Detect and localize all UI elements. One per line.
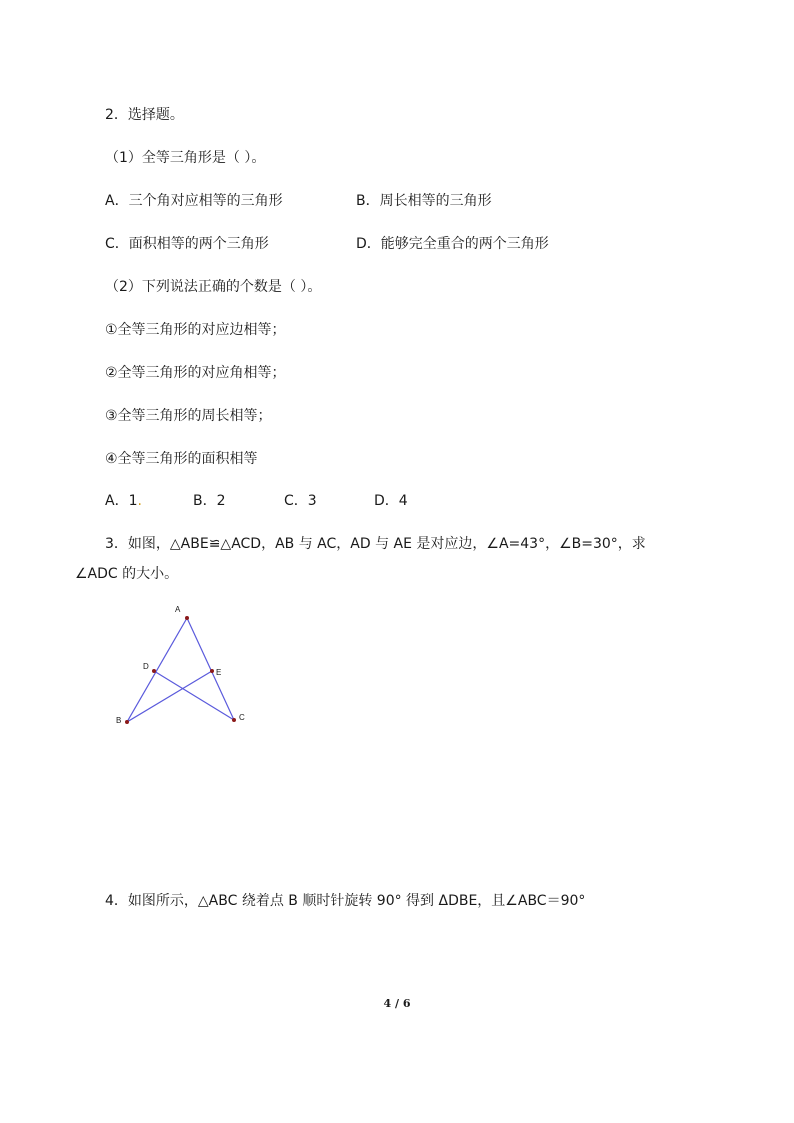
label-b: B — [116, 716, 122, 725]
statement-2: ②全等三角形的对应角相等； — [105, 365, 286, 381]
count-option-a — [105, 492, 142, 510]
question-2-1-stem: （1）全等三角形是（ ）。 — [105, 150, 266, 166]
segment-ab — [127, 618, 187, 722]
label-e: E — [216, 668, 222, 677]
statement-3: ③全等三角形的周长相等； — [105, 408, 272, 424]
option-a: A．三个角对应相等的三角形 — [105, 193, 283, 209]
count-option-b: B．2 — [193, 493, 226, 509]
option-b: B．周长相等的三角形 — [356, 193, 492, 209]
question-2-2-stem: （2）下列说法正确的个数是（ ）。 — [105, 279, 322, 295]
count-option-c: C．3 — [284, 493, 317, 509]
triangle-figure — [108, 598, 258, 730]
label-a: A — [175, 605, 181, 614]
point-c — [232, 718, 236, 722]
segment-cd — [154, 671, 234, 720]
page-number: 4 / 6 — [383, 997, 411, 1010]
statement-1: ①全等三角形的对应边相等； — [105, 322, 286, 338]
label-d: D — [143, 662, 149, 671]
option-d: D．能够完全重合的两个三角形 — [356, 236, 549, 252]
statement-4: ④全等三角形的面积相等 — [105, 451, 258, 467]
count-option-d: D．4 — [374, 493, 408, 509]
segment-ac — [187, 618, 234, 720]
point-b — [125, 720, 129, 724]
question-4-line-1: 4．如图所示，△ABC 绕着点 B 顺时针旋转 90° 得到 ΔDBE，且∠ABC＝90° — [105, 893, 586, 909]
count-option-a-mark: . — [137, 493, 142, 509]
question-3-line-2: ∠ADC 的大小。 — [75, 566, 179, 582]
question-3-line-1: 3．如图，△ABE≌△ACD，AB 与 AC，AD 与 AE 是对应边，∠A=43°，∠B=30°，求 — [105, 536, 646, 552]
option-c: C．面积相等的两个三角形 — [105, 236, 269, 252]
question-2-title: 2．选择题。 — [105, 107, 184, 123]
point-a — [185, 616, 189, 620]
point-e — [210, 669, 214, 673]
point-d — [152, 669, 156, 673]
label-c: C — [239, 713, 245, 722]
segment-be — [127, 671, 212, 722]
count-option-a-label: A．1 — [105, 493, 138, 509]
